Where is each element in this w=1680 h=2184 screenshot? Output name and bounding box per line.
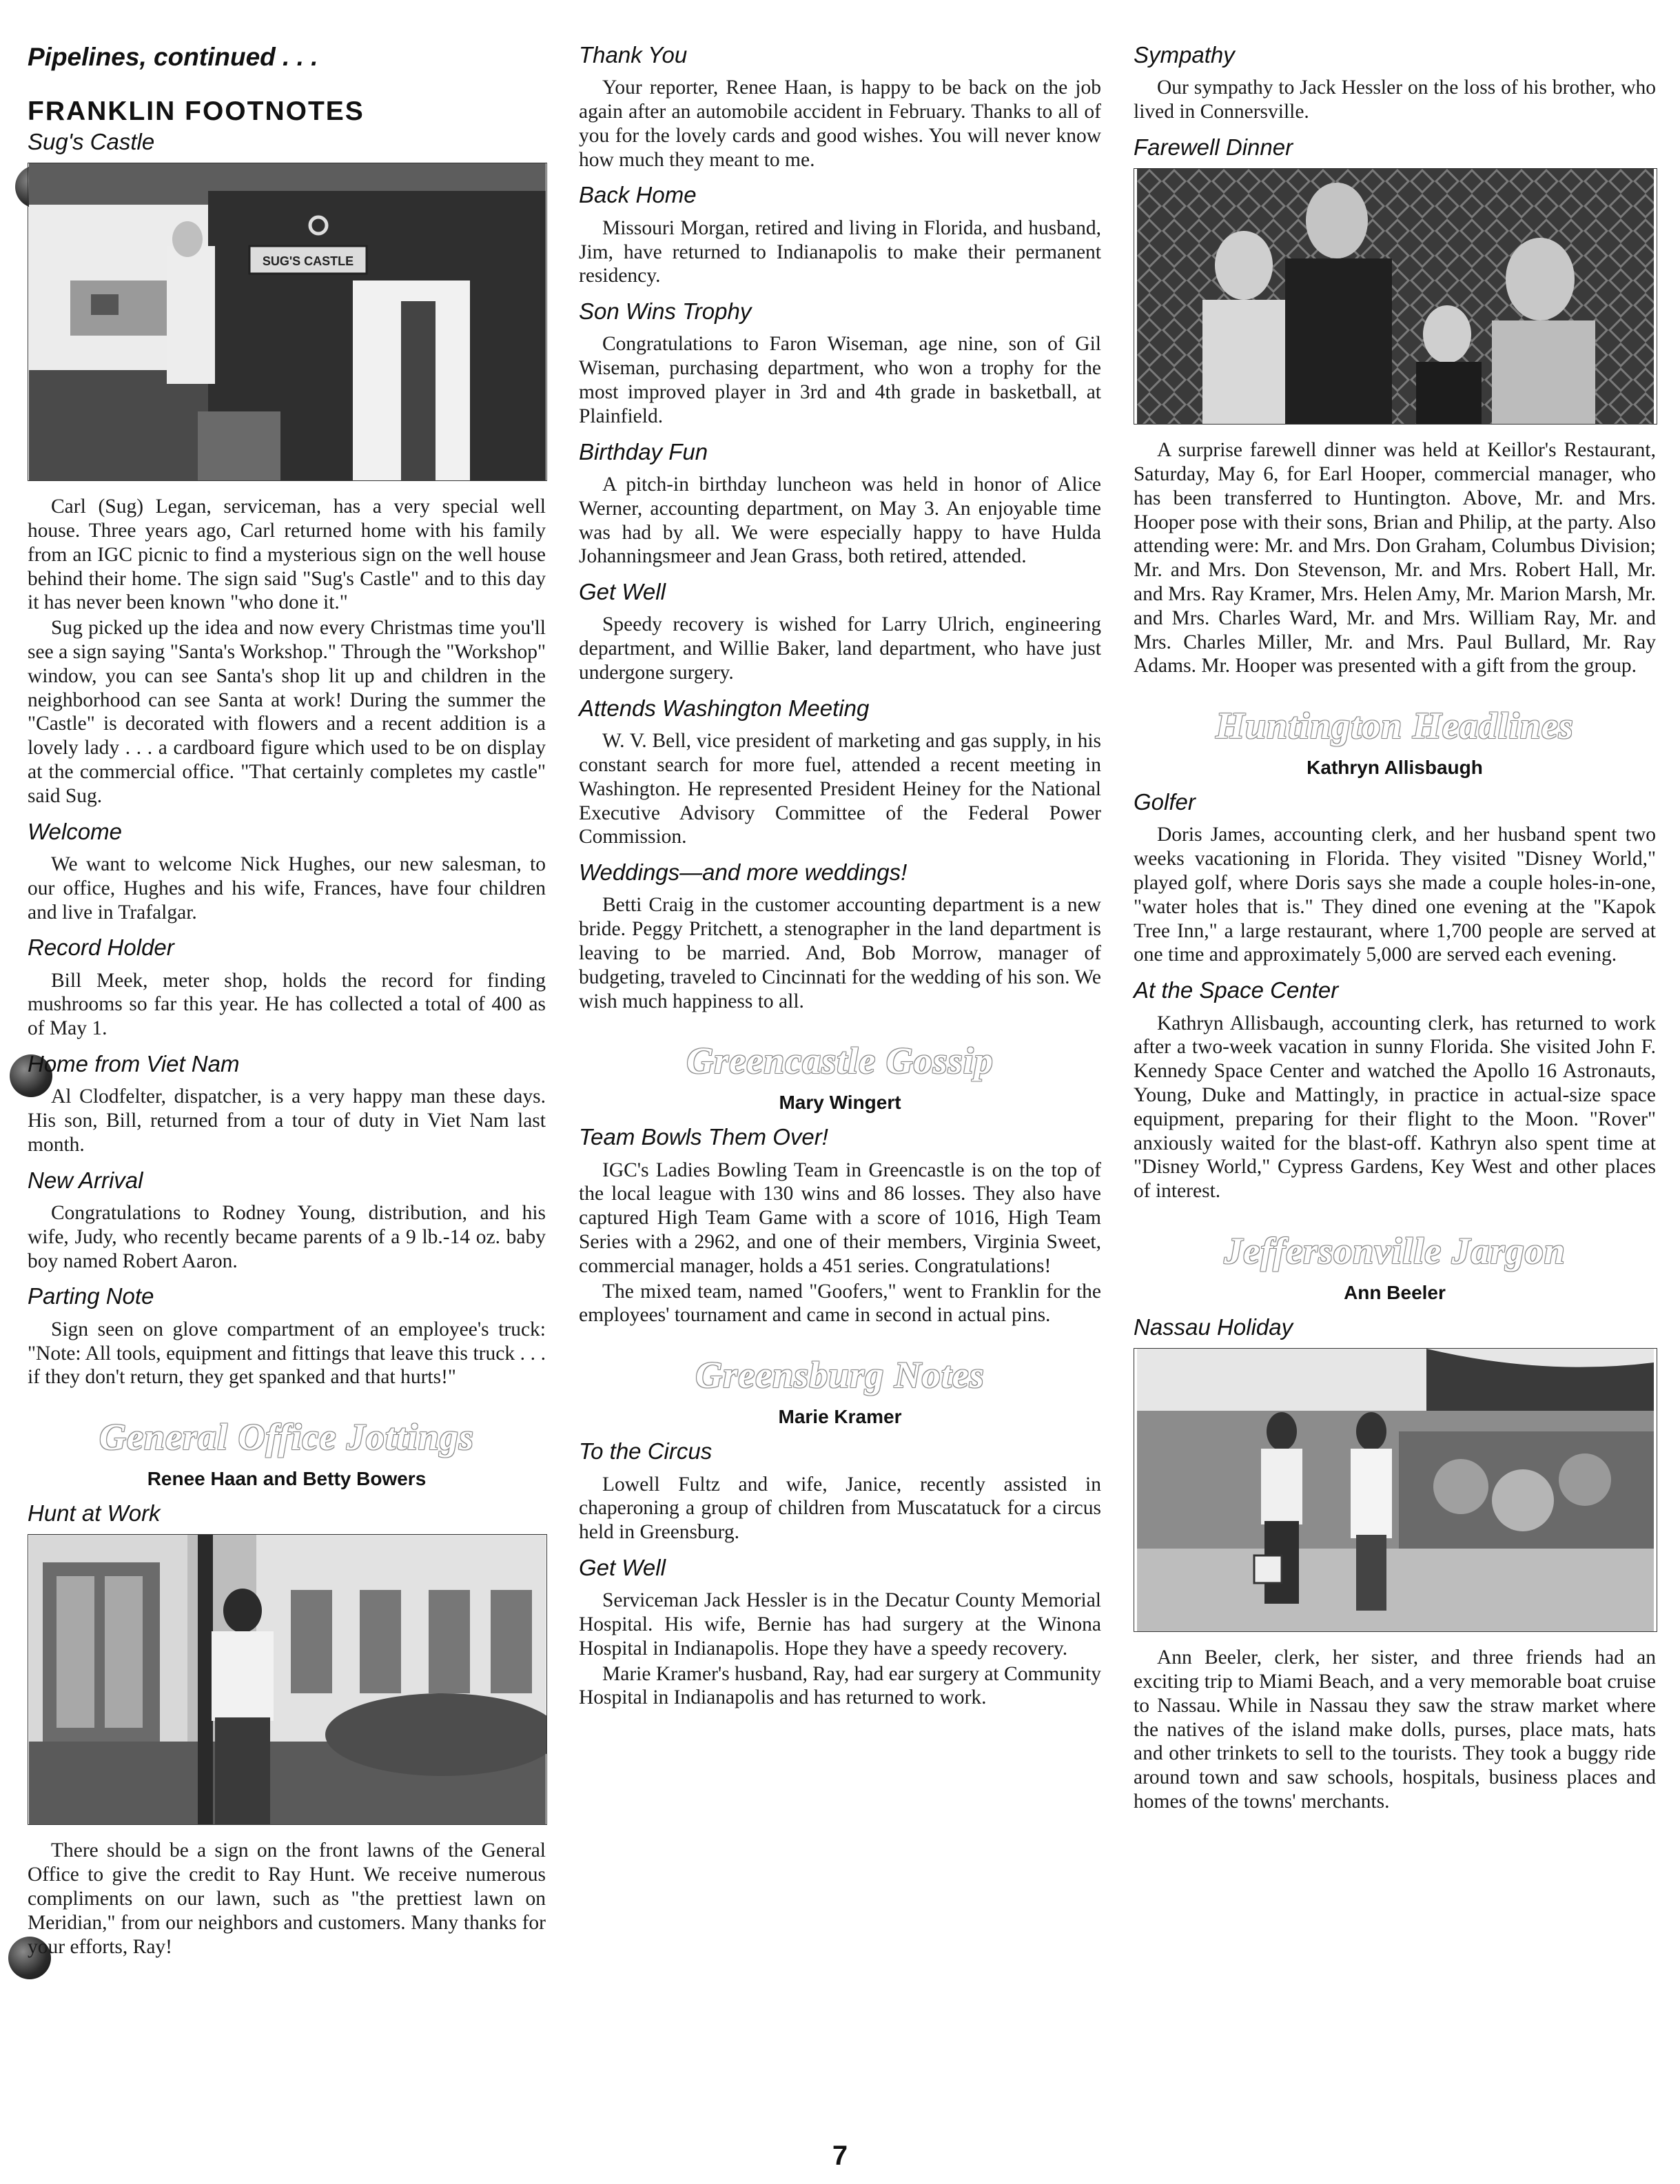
record-holder-heading: Record Holder — [28, 935, 174, 961]
sugs-castle-para-1: Carl (Sug) Legan, serviceman, has a very special well house. Three years ago, Carl returned home with his family from an IGC picnic to find a mysterious sign on the well house behind their home. The sign said "Sug's Castle" and to this day it has never been known "who done it." — [28, 496, 546, 614]
franklin-section-title: FRANKLIN FOOTNOTES — [28, 96, 365, 126]
washington-text: W. V. Bell, vice president of marketing and gas supply, in his constant search for more fuel, attended a recent meeting in Washington. He represented President Heiney for the National Executive Advisory Committee of the Federal Power Commission. — [579, 730, 1101, 848]
general-office-title: General Office Jottings — [99, 1416, 474, 1458]
sugs-castle-heading: Sug's Castle — [28, 129, 155, 154]
bowls-para-1: IGC's Ladies Bowling Team in Greencastle is on the top of the local league with 130 wins and 86 losses. They also have captured High Team Game with a score of 1016, High Team Series with a 2962, and one of their members, Virginia Sweet, commercial manager, holds a 451 series. Congratulations! — [579, 1159, 1101, 1277]
parting-note-text: Sign seen on glove compartment of an employee's truck: "Note: All tools, equipment and fittings that leave this truck . . . if they don't return, they get spanked and that hurts!" — [28, 1318, 546, 1389]
greensburg-get-well-heading: Get Well — [579, 1554, 666, 1580]
nassau-market-photo — [1134, 1348, 1657, 1632]
space-center-text: Kathryn Allisbaugh, accounting clerk, has returned to work after a two-week vacation in sunny Florida. She visited John F. Kennedy Space Center and watched the Apollo 16 Astronauts, Young, Duke and Mattingly, in practice in actual-size space equipment, preparing for their flight to the Moon. "Rover" anxiously waited for the blast-off. Kathryn also spent time at "Disney World," Cypress Gardens, Key West and other places of interest. — [1134, 1012, 1656, 1203]
page-kicker: Pipelines, continued . . . — [28, 43, 318, 71]
greencastle-byline: Mary Wingert — [779, 1092, 901, 1114]
get-well-heading: Get Well — [579, 579, 666, 605]
greencastle-header — [579, 1039, 1101, 1114]
general-office-header — [28, 1416, 546, 1490]
hunt-at-work-heading: Hunt at Work — [28, 1500, 161, 1527]
new-arrival-text: Congratulations to Rodney Young, distribution, and his wife, Judy, who recently became parents of a 9 lb.-14 oz. baby boy named Robert Aaron. — [28, 1202, 546, 1272]
circus-heading: To the Circus — [579, 1438, 713, 1464]
bowls-heading: Team Bowls Them Over! — [579, 1124, 828, 1150]
thank-you-text: Your reporter, Renee Haan, is happy to be back on the job again after an automobile accident in February. Thanks to all of you for the lovely cards and good wishes. You will never know how much they meant to me. — [579, 76, 1101, 171]
birthday-heading: Birthday Fun — [579, 438, 708, 465]
welcome-text: We want to welcome Nick Hughes, our new salesman, to our office, Hughes and his wife, Frances, have four children and live in Trafalgar. — [28, 853, 546, 923]
greensburg-header — [579, 1354, 1101, 1428]
greensburg-get-well-para-2: Marie Kramer's husband, Ray, had ear surgery at Community Hospital in Indianapolis and has returned to work. — [579, 1662, 1101, 1709]
farewell-text: A surprise farewell dinner was held at Keillor's Restaurant, Saturday, May 6, for Earl Hooper, commercial manager, who has been transferred to Huntington. Above, Mr. and Mrs. Hooper pose with their sons, Brian and Philip, at the party. Also attending were: Mr. and Mrs. Don Graham, Columbus Division; Mr. and Mrs. Don Stevenson, Mr. and Mrs. Robert Hall, Mr. and Mrs. Ray Kramer, Mrs. Helen Amy, Mr. Marion Marsh, Mr. and Mrs. Charles Ward, Mr. and Mrs. William Ray, Mr. and Mrs. Charles Miller, Mr. and Mrs. Paul Bullard, Mr. Ray Adams. Mr. Hooper was presented with a gift from the group. — [1134, 439, 1656, 677]
general-office-byline: Renee Haan and Betty Bowers — [147, 1468, 427, 1490]
bowls-para-2: The mixed team, named "Goofers," went to Franklin for the employees' tournament and came in second in actual pins. — [579, 1280, 1101, 1327]
column-left — [28, 43, 546, 1959]
jeffersonville-title: Jeffersonville Jargon — [1224, 1229, 1566, 1272]
huntington-title: Huntington Headlines — [1216, 705, 1574, 747]
column-right — [1134, 43, 1656, 1814]
hunt-at-work-text: There should be a sign on the front lawns of the General Office to give the credit to Ray Hunt. We receive numerous compliments on our lawn, such as "the prettiest lawn on Meridian," from our neighbors and customers. Many thanks for your efforts, Ray! — [28, 1839, 546, 1958]
sugs-castle-photo — [28, 163, 547, 481]
castle-sign-text: SUG'S CASTLE — [262, 254, 354, 269]
sympathy-text: Our sympathy to Jack Hessler on the loss of his brother, who lived in Connersville. — [1134, 76, 1656, 123]
weddings-text: Betti Craig in the customer accounting department is a new bride. Peggy Pritchett, a stenographer in the land department is leaving to be married. And, Bob Morrow, manager of budgeting, traveled to Cincinnati for the wedding of his son. We wish much happiness to all. — [579, 894, 1101, 1012]
viet-nam-text: Al Clodfelter, dispatcher, is a very happy man these days. His son, Bill, returned from a tour of duty in Viet Nam last month. — [28, 1085, 546, 1156]
welcome-heading: Welcome — [28, 818, 122, 844]
huntington-header — [1134, 704, 1656, 779]
nassau-text: Ann Beeler, clerk, her sister, and three friends had an exciting trip to Miami Beach, and a very memorable boat cruise to Nassau. While in Nassau they saw the straw market where the natives of the island make dolls, purses, place mats, hats and other trinkets to sell to the tourists. They took a buggy ride around town and saw schools, hospitals, business places and homes of the towns' merchants. — [1134, 1646, 1656, 1813]
son-wins-text: Congratulations to Faron Wiseman, age nine, son of Gil Wiseman, purchasing department, who won a trophy for the most improved player in 3rd and 4th grade in basketball, at Plainfield. — [579, 333, 1101, 427]
back-home-text: Missouri Morgan, retired and living in Florida, and husband, Jim, have returned to Indianapolis to make their permanent residency. — [579, 216, 1101, 287]
greensburg-title: Greensburg Notes — [695, 1354, 985, 1396]
circus-text: Lowell Fultz and wife, Janice, recently assisted in chaperoning a group of children from Muscatatuck for a circus held in Greensburg. — [579, 1473, 1101, 1544]
washington-heading: Attends Washington Meeting — [579, 695, 870, 721]
golfer-heading: Golfer — [1134, 789, 1196, 815]
greensburg-get-well-para-1: Serviceman Jack Hessler is in the Decatur County Memorial Hospital. His wife, Bernie has had surgery at the Winona Hospital in Indianapolis. Hope they have a speedy recovery. — [579, 1589, 1101, 1660]
golfer-text: Doris James, accounting clerk, and her husband spent two weeks vacationing in Florida. They visited "Disney World," played golf, where Doris says she made a couple holes-in-one, "water holes that is." They dined one evening at the "Kapok Tree Inn," a large restaurant, where 1,700 people are served at one time and approximately 5,000 are served each evening. — [1134, 824, 1656, 966]
page-number: 7 — [832, 2141, 848, 2171]
space-center-heading: At the Space Center — [1134, 977, 1339, 1003]
greensburg-byline: Marie Kramer — [778, 1406, 902, 1428]
viet-nam-heading: Home from Viet Nam — [28, 1051, 240, 1077]
nassau-heading: Nassau Holiday — [1134, 1314, 1293, 1340]
record-holder-text: Bill Meek, meter shop, holds the record for finding mushrooms so far this year. He has collected a total of 400 as of May 1. — [28, 969, 546, 1040]
farewell-heading: Farewell Dinner — [1134, 134, 1293, 160]
thank-you-heading: Thank You — [579, 42, 688, 68]
new-arrival-heading: New Arrival — [28, 1167, 143, 1193]
huntington-byline: Kathryn Allisbaugh — [1307, 757, 1483, 779]
hunt-at-work-photo — [28, 1534, 547, 1825]
column-middle — [579, 43, 1101, 1710]
sympathy-heading: Sympathy — [1134, 42, 1235, 68]
get-well-text: Speedy recovery is wished for Larry Ulrich, engineering department, and Willie Baker, land department, who have just undergone surgery. — [579, 613, 1101, 684]
parting-note-heading: Parting Note — [28, 1283, 154, 1309]
greencastle-title: Greencastle Gossip — [686, 1040, 994, 1082]
jeffersonville-byline: Ann Beeler — [1344, 1281, 1446, 1303]
back-home-heading: Back Home — [579, 182, 697, 208]
sugs-castle-para-2: Sug picked up the idea and now every Christmas time you'll see a sign saying "Santa's Workshop." Through the "Workshop" window, you can see Santa's shop lit up and children in the neighborhood can see Santa at work! During the summer the "Castle" is decorated with flowers and a recent addition is a lovely lady . . . a cardboard figure which used to be on display at the commercial office. "That certainly completes my castle" said Sug. — [28, 617, 546, 807]
weddings-heading: Weddings—and more weddings! — [579, 859, 908, 886]
birthday-text: A pitch-in birthday luncheon was held in honor of Alice Werner, accounting department, on May 3. An enjoyable time was had by all. We were especially happy to have Hulda Johanningsmeer and Jean Grass, both retired, attended. — [579, 473, 1101, 568]
jeffersonville-header — [1134, 1229, 1656, 1304]
son-wins-heading: Son Wins Trophy — [579, 298, 752, 325]
farewell-dinner-photo — [1134, 168, 1657, 425]
